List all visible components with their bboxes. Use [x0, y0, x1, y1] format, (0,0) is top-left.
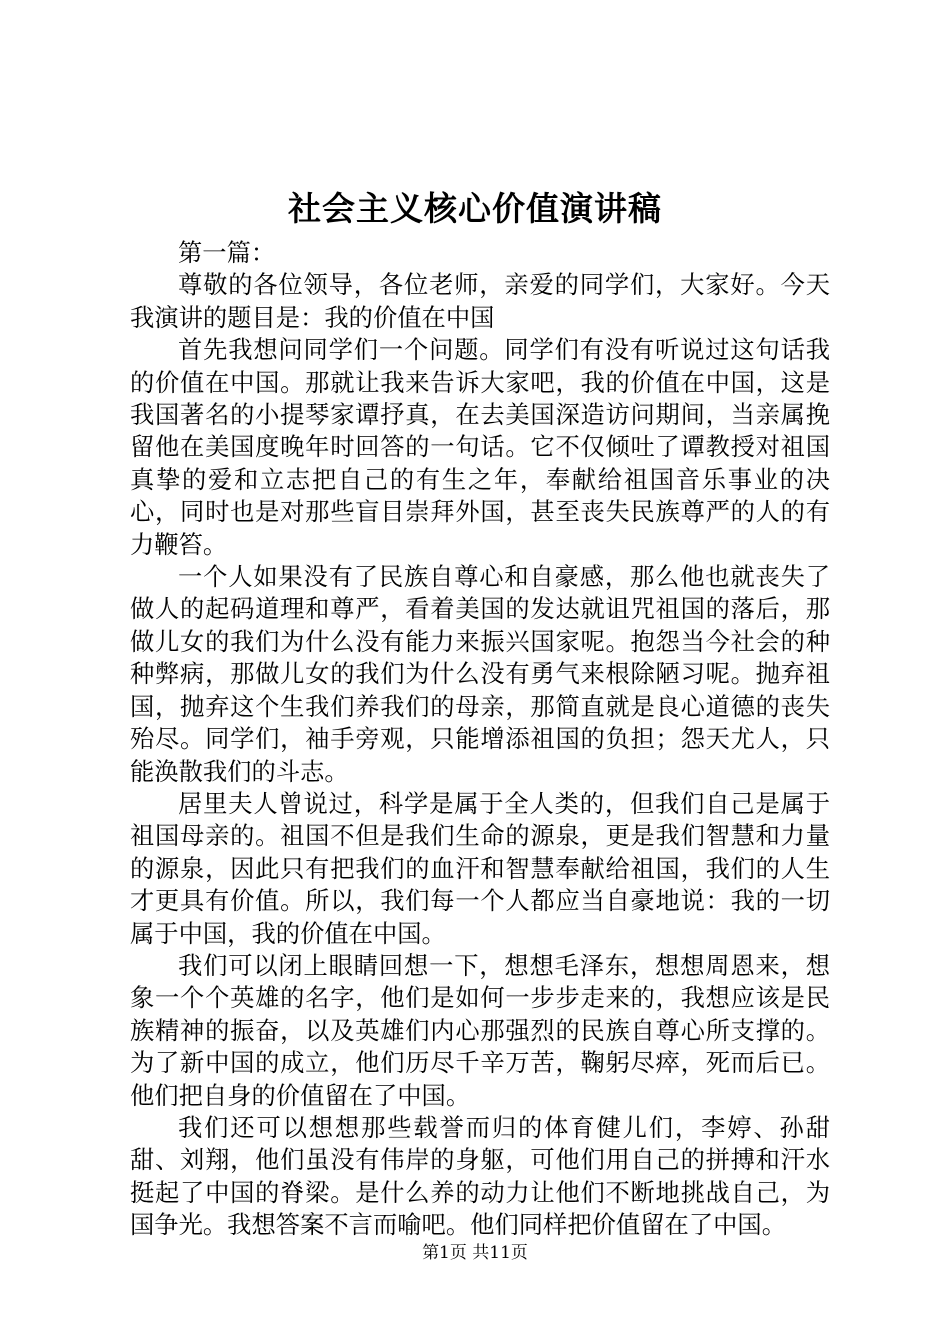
paragraph-heroes: 我们可以闭上眼睛回想一下，想想毛泽东，想想周恩来，想象一个个英雄的名字，他们是如何一步步走来的，我想应该是民族精神的振奋，以及英雄们内心那强烈的民族自尊心所支撑的。为了新中国的成立，他们历尽千辛万苦，鞠躬尽瘁，死而后已。他们把自身的价值留在了中国。: [130, 950, 830, 1110]
paragraph-athletes: 我们还可以想想那些载誉而归的体育健儿们，李婷、孙甜甜、刘翔，他们虽没有伟岸的身躯，可他们用自己的拼搏和汗水挺起了中国的脊梁。是什么养的动力让他们不断地挑战自己，为国争光。我想答案不言而喻吧。他们同样把价值留在了中国。: [130, 1112, 830, 1240]
document-body: [130, 237, 830, 1242]
document-title: 社会主义核心价值演讲稿: [288, 189, 662, 228]
page-number-footer: 第1页 共11页: [422, 1243, 528, 1263]
paragraph-greeting: 尊敬的各位领导，各位老师，亲爱的同学们，大家好。今天我演讲的题目是：我的价值在中国: [130, 270, 830, 332]
paragraph-dignity: 一个人如果没有了民族自尊心和自豪感，那么他也就丧失了做人的起码道理和尊严，看着美国的发达就诅咒祖国的落后，那做儿女的我们为什么没有能力来振兴国家呢。抱怨当今社会的种种弊病，那做儿女的我们为什么没有勇气来根除陋习呢。抛弃祖国，抛弃这个生我们养我们的母亲，那简直就是良心道德的丧失殆尽。同学们，袖手旁观，只能增添祖国的负担；怨天尤人，只能涣散我们的斗志。: [130, 562, 830, 786]
section-heading: 第一篇：: [178, 238, 276, 267]
paragraph-curie: 居里夫人曾说过，科学是属于全人类的，但我们自己是属于祖国母亲的。祖国不但是我们生命的源泉，更是我们智慧和力量的源泉，因此只有把我们的血汗和智慧奉献给祖国，我们的人生才更具有价值。所以，我们每一个人都应当自豪地说：我的一切属于中国，我的价值在中国。: [130, 788, 830, 948]
paragraph-question: 首先我想问同学们一个问题。同学们有没有听说过这句话我的价值在中国。那就让我来告诉大家吧，我的价值在中国，这是我国著名的小提琴家谭抒真，在去美国深造访问期间，当亲属挽留他在美国度晚年时回答的一句话。它不仅倾吐了谭教授对祖国真挚的爱和立志把自己的有生之年，奉献给祖国音乐事业的决心，同时也是对那些盲目崇拜外国，甚至丧失民族尊严的人的有力鞭笞。: [130, 335, 830, 559]
